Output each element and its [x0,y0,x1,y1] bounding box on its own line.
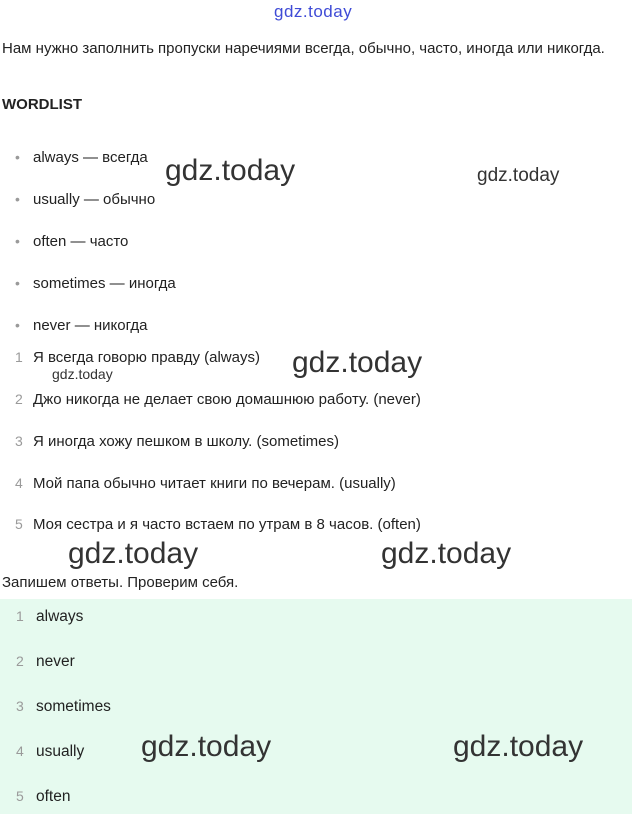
answer-item [16,743,85,761]
watermark: gdz.today [141,730,272,763]
question-item [15,349,260,366]
bullet-icon: • [15,233,20,249]
wordlist-item-text: often — часто [33,233,129,250]
answer-item [16,608,84,626]
question-text: Моя сестра и я часто встаем по утрам в 8 часов. (often) [33,516,421,533]
answer-number: 3 [16,698,24,714]
question-number: 4 [15,475,23,491]
question-number: 3 [15,433,23,449]
answer-item [16,698,111,716]
wordlist-item [15,317,148,334]
watermark: gdz.today [292,346,423,379]
bullet-icon: • [15,149,20,165]
answer-text: always [36,608,84,625]
question-text: Я иногда хожу пешком в школу. (sometimes) [33,433,339,450]
question-text: Я всегда говорю правду (always) [33,349,260,366]
question-number: 5 [15,516,23,532]
wordlist-item [15,275,176,292]
wordlist-item [15,149,148,166]
question-text: Джо никогда не делает свою домашнюю работу. (never) [33,391,421,408]
answer-item [16,788,71,806]
watermark: gdz.today [477,165,560,186]
answers-label: Запишем ответы. Проверим себя. [2,574,239,591]
bullet-icon: • [15,317,20,333]
watermark: gdz.today [68,537,199,570]
watermark: gdz.today [52,366,113,382]
bullet-icon: • [15,191,20,207]
bullet-icon: • [15,275,20,291]
header-watermark: gdz.today [274,2,353,21]
wordlist-item-text: usually — обычно [33,191,156,208]
question-number: 2 [15,391,23,407]
answer-text: usually [36,743,85,760]
answer-item [16,653,75,671]
watermark: gdz.today [453,730,584,763]
answer-text: never [36,653,75,670]
question-item [15,433,339,450]
wordlist-item [15,191,156,208]
wordlist-item-text: sometimes — иногда [33,275,176,292]
wordlist-title: WORDLIST [2,96,82,113]
question-number: 1 [15,349,23,365]
question-item [15,391,421,408]
answer-number: 1 [16,608,24,624]
watermark: gdz.today [381,537,512,570]
question-text: Мой папа обычно читает книги по вечерам. (usually) [33,475,396,492]
answer-text: sometimes [36,698,111,715]
question-item [15,475,396,492]
answer-text: often [36,788,71,805]
answer-number: 4 [16,743,24,759]
intro-text: Нам нужно заполнить пропуски наречиями всегда, обычно, часто, иногда или никогда. [2,40,605,57]
wordlist-item-text: always — всегда [33,149,148,166]
wordlist-item [15,233,129,250]
watermark: gdz.today [165,154,296,187]
answer-number: 2 [16,653,24,669]
wordlist-item-text: never — никогда [33,317,148,334]
answer-number: 5 [16,788,24,804]
question-item [15,516,421,533]
